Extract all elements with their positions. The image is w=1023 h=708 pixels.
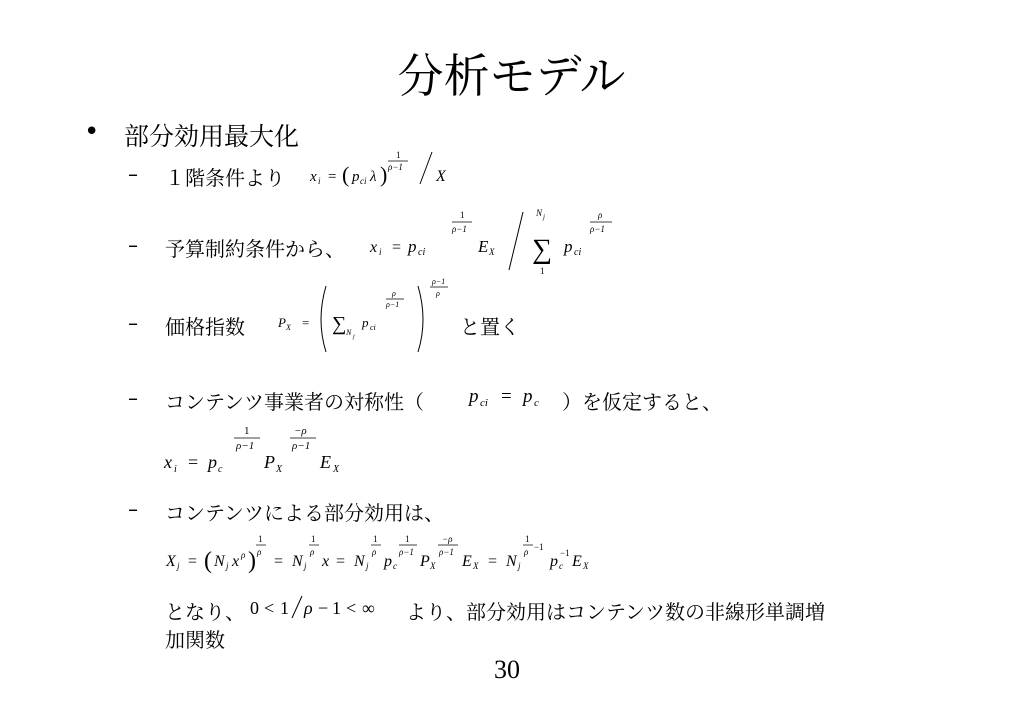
svg-text:x: x xyxy=(310,169,317,185)
svg-text:X: X xyxy=(333,464,340,475)
svg-text:1: 1 xyxy=(460,210,465,220)
svg-text:ρ−1: ρ−1 xyxy=(590,224,605,234)
dash-1: – xyxy=(128,162,138,186)
svg-text:ci: ci xyxy=(480,397,488,409)
conclusion-lead: となり、 xyxy=(165,600,245,624)
svg-text:N: N xyxy=(214,553,225,570)
equation-price-index xyxy=(274,272,458,356)
svg-text:∞: ∞ xyxy=(362,598,375,618)
svg-text:X: X xyxy=(430,561,436,571)
svg-text:ci: ci xyxy=(574,247,582,258)
svg-text:−: − xyxy=(318,598,329,618)
dash-4: – xyxy=(128,386,138,410)
svg-text:−ρ: −ρ xyxy=(294,425,307,437)
conclusion-text-2: 加関数 xyxy=(165,628,225,652)
svg-text:p: p xyxy=(384,553,392,570)
item-2-text: 予算制約条件から、 xyxy=(165,237,345,261)
svg-text:X: X xyxy=(286,323,291,332)
dash-5: – xyxy=(128,497,138,521)
svg-text:i: i xyxy=(318,176,321,186)
svg-text:c: c xyxy=(559,561,563,571)
svg-text:ρ−1: ρ−1 xyxy=(236,440,255,452)
equation-first-order xyxy=(308,148,468,188)
svg-text:p: p xyxy=(550,553,558,570)
svg-text:=: = xyxy=(392,239,402,256)
svg-text:x: x xyxy=(370,239,378,256)
svg-text:ρ−1: ρ−1 xyxy=(439,547,454,557)
item-4-text: コンテンツ事業者の対称性（ xyxy=(165,390,424,414)
svg-text:1: 1 xyxy=(311,534,316,544)
svg-text:ρ: ρ xyxy=(392,289,396,298)
svg-text:=: = xyxy=(501,386,512,407)
svg-text:x: x xyxy=(164,452,172,472)
svg-text:ci: ci xyxy=(360,176,367,186)
svg-text:j: j xyxy=(353,334,355,340)
item-1-text: １階条件より xyxy=(165,166,285,190)
svg-text:): ) xyxy=(380,162,388,187)
svg-text:p: p xyxy=(469,386,479,407)
svg-text:c: c xyxy=(218,464,223,475)
bullet-dot: • xyxy=(84,117,100,147)
svg-text:ρ−1: ρ−1 xyxy=(432,277,446,286)
svg-text:P: P xyxy=(420,553,430,570)
svg-text:X: X xyxy=(276,464,283,475)
svg-text:∑: ∑ xyxy=(332,313,347,335)
svg-text:ρ: ρ xyxy=(304,598,313,618)
page-number: 30 xyxy=(494,655,520,684)
dash-2: – xyxy=(128,233,138,257)
svg-text:X: X xyxy=(583,561,589,571)
svg-text:p: p xyxy=(523,386,533,407)
svg-text:j: j xyxy=(177,561,180,571)
svg-text:λ: λ xyxy=(370,169,377,185)
svg-text:c: c xyxy=(393,561,397,571)
item-4-after: ）を仮定すると、 xyxy=(562,390,722,414)
svg-text:p: p xyxy=(208,452,217,472)
svg-text:ρ: ρ xyxy=(241,550,246,560)
svg-text:ρ−1: ρ−1 xyxy=(386,300,400,309)
svg-text:1: 1 xyxy=(258,534,263,544)
svg-text:ρ−1: ρ−1 xyxy=(399,547,414,557)
svg-text:N: N xyxy=(346,328,352,337)
svg-text:1: 1 xyxy=(525,534,530,544)
svg-text:N: N xyxy=(292,553,303,570)
svg-text:ρ: ρ xyxy=(436,289,440,298)
svg-text:p: p xyxy=(564,237,573,256)
svg-text:p: p xyxy=(408,237,417,256)
svg-text:x: x xyxy=(232,553,240,570)
svg-text:0: 0 xyxy=(250,598,259,618)
svg-text:c: c xyxy=(534,397,539,409)
equation-symmetry xyxy=(467,378,567,412)
svg-text:1: 1 xyxy=(373,534,378,544)
svg-text:P: P xyxy=(264,452,275,472)
svg-text:p: p xyxy=(352,169,360,185)
svg-text:E: E xyxy=(462,553,472,570)
svg-text:1: 1 xyxy=(332,598,341,618)
svg-text:ρ: ρ xyxy=(257,547,262,557)
svg-text:E: E xyxy=(320,452,331,472)
svg-text:P: P xyxy=(278,315,286,330)
svg-text:ρ: ρ xyxy=(598,210,603,220)
svg-text:X: X xyxy=(166,553,176,570)
slide-title: 分析モデル xyxy=(397,49,626,103)
svg-text:(: ( xyxy=(204,548,212,574)
svg-text:E: E xyxy=(478,237,489,256)
svg-text:ρ−1: ρ−1 xyxy=(292,440,311,452)
svg-text:ci: ci xyxy=(370,323,376,332)
svg-text:−1: −1 xyxy=(560,548,570,558)
svg-text:=: = xyxy=(336,553,346,570)
bullet-heading: 部分効用最大化 xyxy=(124,122,300,151)
svg-text:p: p xyxy=(362,315,369,330)
svg-text:=: = xyxy=(488,553,498,570)
svg-text:=: = xyxy=(328,169,337,185)
svg-text:ρ: ρ xyxy=(372,547,377,557)
svg-text:<: < xyxy=(346,598,357,618)
svg-text:∑: ∑ xyxy=(532,234,552,265)
svg-text:): ) xyxy=(248,548,256,574)
svg-text:=: = xyxy=(274,553,284,570)
svg-text:j: j xyxy=(543,213,545,221)
equation-condition xyxy=(246,590,406,622)
svg-text:i: i xyxy=(379,247,382,257)
svg-text:E: E xyxy=(572,553,582,570)
svg-text:ci: ci xyxy=(418,247,426,258)
svg-text:−ρ: −ρ xyxy=(442,534,453,544)
svg-text:−1: −1 xyxy=(534,542,544,552)
svg-text:ρ−1: ρ−1 xyxy=(388,162,403,172)
item-3-after: と置く xyxy=(460,315,520,339)
svg-text:=: = xyxy=(188,452,199,472)
svg-text:X: X xyxy=(473,561,479,571)
item-5-text: コンテンツによる部分効用は、 xyxy=(165,501,444,525)
svg-text:X: X xyxy=(436,168,446,185)
equation-demand-symmetric xyxy=(160,418,380,482)
svg-text:N: N xyxy=(506,553,517,570)
svg-text:N: N xyxy=(536,208,543,218)
item-3-text: 価格指数 xyxy=(165,315,245,339)
svg-text:ρ: ρ xyxy=(524,547,529,557)
svg-text:1: 1 xyxy=(540,266,545,276)
svg-text:1: 1 xyxy=(244,425,250,437)
svg-text:i: i xyxy=(174,464,177,475)
svg-text:<: < xyxy=(264,598,275,618)
svg-text:(: ( xyxy=(342,162,350,187)
svg-text:ρ−1: ρ−1 xyxy=(452,224,467,234)
equation-budget xyxy=(368,204,628,278)
svg-text:j: j xyxy=(226,561,229,571)
equation-partial-utility xyxy=(164,528,684,584)
svg-text:X: X xyxy=(489,247,495,257)
svg-text:j: j xyxy=(304,561,307,571)
svg-text:N: N xyxy=(354,553,365,570)
svg-text:1: 1 xyxy=(405,534,410,544)
conclusion-text: より、部分効用はコンテンツ数の非線形単調増 xyxy=(406,600,825,624)
svg-text:1: 1 xyxy=(396,150,401,160)
svg-text:x: x xyxy=(322,553,330,570)
svg-text:1: 1 xyxy=(280,598,289,618)
dash-3: – xyxy=(128,311,138,335)
svg-text:=: = xyxy=(302,315,310,330)
svg-text:j: j xyxy=(518,561,521,571)
svg-text:ρ: ρ xyxy=(310,547,315,557)
svg-text:j: j xyxy=(366,561,369,571)
svg-text:=: = xyxy=(188,553,198,570)
